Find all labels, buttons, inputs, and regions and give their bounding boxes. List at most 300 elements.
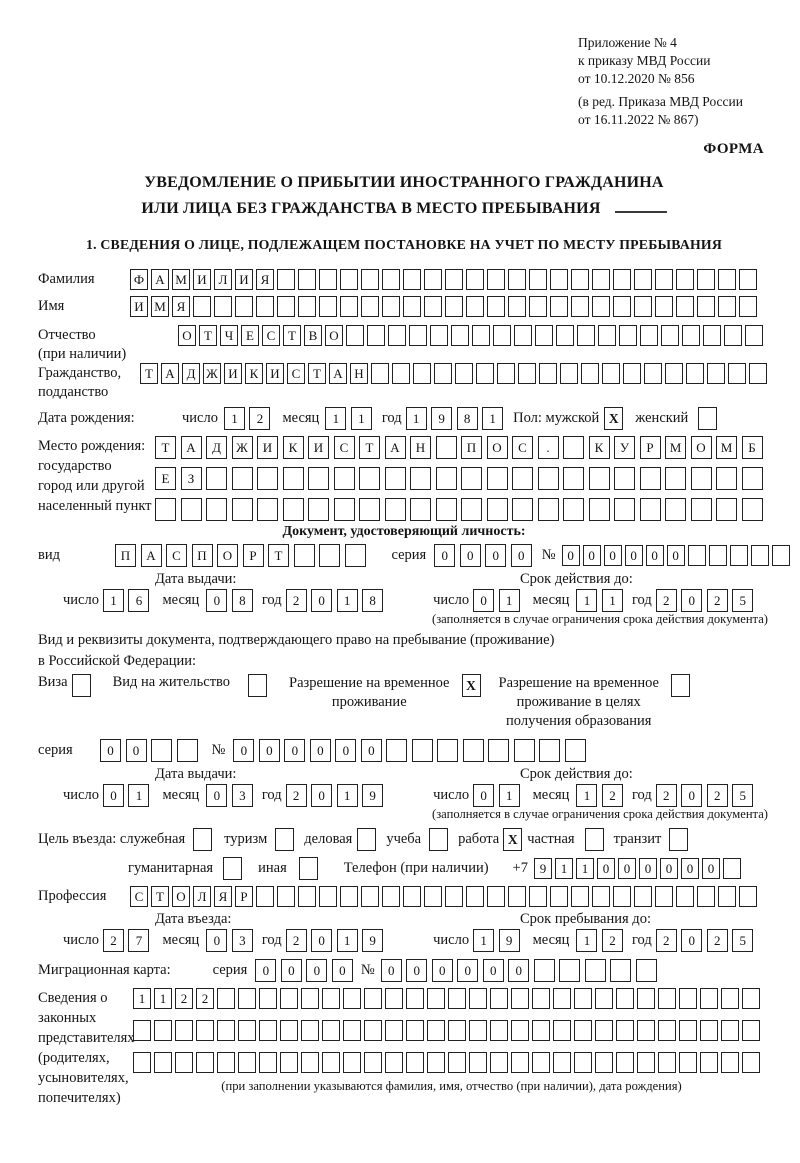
id-doc-type-box[interactable]: А: [141, 544, 162, 567]
given-name-box[interactable]: [676, 296, 694, 317]
id-doc-type-box[interactable]: С: [166, 544, 187, 567]
permit-issue-month-box[interactable]: 0: [206, 784, 227, 807]
profession-box[interactable]: [529, 886, 547, 907]
permit-issue-year-box[interactable]: 1: [337, 784, 358, 807]
patronymic-box[interactable]: [745, 325, 763, 346]
patronymic-box[interactable]: Ч: [220, 325, 238, 346]
birth-day-box[interactable]: 2: [249, 407, 270, 430]
birthplace-line1-box[interactable]: С: [334, 436, 355, 459]
purpose-official-checkbox[interactable]: [193, 828, 212, 851]
profession-box[interactable]: [718, 886, 736, 907]
patronymic-box[interactable]: [430, 325, 448, 346]
patronymic-box[interactable]: Т: [283, 325, 301, 346]
birthplace-line3-box[interactable]: [283, 498, 304, 521]
permit-issue-day-box[interactable]: 0: [103, 784, 124, 807]
surname-box[interactable]: [340, 269, 358, 290]
birthplace-line1-box[interactable]: [436, 436, 457, 459]
representatives-line3-box[interactable]: [175, 1052, 193, 1073]
gender-female-checkbox[interactable]: [698, 407, 717, 430]
citizenship-box[interactable]: [644, 363, 662, 384]
permit-number-box[interactable]: [386, 739, 407, 762]
representatives-line3-box[interactable]: [448, 1052, 466, 1073]
permit-series-box[interactable]: 0: [126, 739, 147, 762]
migration-card-number-box[interactable]: 0: [432, 959, 453, 982]
stay-until-year-box[interactable]: 2: [707, 929, 728, 952]
representatives-line3-box[interactable]: [490, 1052, 508, 1073]
representatives-line1-box[interactable]: [721, 988, 739, 1009]
permit-number-box[interactable]: [565, 739, 586, 762]
representatives-line3-box[interactable]: [469, 1052, 487, 1073]
birthplace-line1-box[interactable]: И: [308, 436, 329, 459]
representatives-line1-box[interactable]: [532, 988, 550, 1009]
representatives-line2-box[interactable]: [364, 1020, 382, 1041]
given-name-box[interactable]: [340, 296, 358, 317]
surname-box[interactable]: [718, 269, 736, 290]
given-name-box[interactable]: [718, 296, 736, 317]
profession-box[interactable]: Р: [235, 886, 253, 907]
birthplace-line3-box[interactable]: [742, 498, 763, 521]
profession-box[interactable]: [382, 886, 400, 907]
permit-number-box[interactable]: 0: [361, 739, 382, 762]
purpose-work-checkbox[interactable]: X: [503, 828, 522, 851]
profession-box[interactable]: [655, 886, 673, 907]
migration-card-number-box[interactable]: [610, 959, 631, 982]
representatives-line3-box[interactable]: [700, 1052, 718, 1073]
representatives-line3-box[interactable]: [322, 1052, 340, 1073]
representatives-line3-box[interactable]: [259, 1052, 277, 1073]
patronymic-box[interactable]: [472, 325, 490, 346]
birthplace-line1-box[interactable]: П: [461, 436, 482, 459]
birthplace-line1-box[interactable]: М: [665, 436, 686, 459]
representatives-line2-box[interactable]: [406, 1020, 424, 1041]
migration-card-series-box[interactable]: 0: [281, 959, 302, 982]
purpose-transit-checkbox[interactable]: [669, 828, 688, 851]
surname-box[interactable]: [319, 269, 337, 290]
profession-box[interactable]: [739, 886, 757, 907]
representatives-line2-box[interactable]: [469, 1020, 487, 1041]
representatives-line1-box[interactable]: [574, 988, 592, 1009]
phone-box[interactable]: 0: [639, 858, 657, 879]
permit-number-box[interactable]: 0: [335, 739, 356, 762]
surname-box[interactable]: [382, 269, 400, 290]
surname-box[interactable]: [361, 269, 379, 290]
birth-year-box[interactable]: 9: [431, 407, 452, 430]
id-issue-month-box[interactable]: 0: [206, 589, 227, 612]
migration-card-number-box[interactable]: 0: [406, 959, 427, 982]
representatives-line1-box[interactable]: 2: [175, 988, 193, 1009]
representatives-line3-box[interactable]: [133, 1052, 151, 1073]
representatives-line3-box[interactable]: [574, 1052, 592, 1073]
birthplace-line2-box[interactable]: З: [181, 467, 202, 490]
representatives-line2-box[interactable]: [637, 1020, 655, 1041]
birthplace-line1-box[interactable]: К: [283, 436, 304, 459]
permit-valid-month-box[interactable]: 1: [576, 784, 597, 807]
phone-box[interactable]: 0: [681, 858, 699, 879]
representatives-line2-box[interactable]: [322, 1020, 340, 1041]
representatives-line1-box[interactable]: [448, 988, 466, 1009]
entry-year-box[interactable]: 9: [362, 929, 383, 952]
purpose-tourism-checkbox[interactable]: [275, 828, 294, 851]
permit-number-box[interactable]: [463, 739, 484, 762]
representatives-line3-box[interactable]: [154, 1052, 172, 1073]
representatives-line3-box[interactable]: [385, 1052, 403, 1073]
citizenship-box[interactable]: [371, 363, 389, 384]
birthplace-line3-box[interactable]: [640, 498, 661, 521]
citizenship-box[interactable]: [665, 363, 683, 384]
migration-card-number-box[interactable]: [559, 959, 580, 982]
birthplace-line3-box[interactable]: [487, 498, 508, 521]
representatives-line2-box[interactable]: [700, 1020, 718, 1041]
id-doc-number-box[interactable]: 0: [667, 545, 685, 566]
representatives-line1-box[interactable]: [217, 988, 235, 1009]
representatives-line1-box[interactable]: [259, 988, 277, 1009]
purpose-other-checkbox[interactable]: [299, 857, 318, 880]
representatives-line3-box[interactable]: [280, 1052, 298, 1073]
representatives-line3-box[interactable]: [616, 1052, 634, 1073]
profession-box[interactable]: [550, 886, 568, 907]
patronymic-box[interactable]: [619, 325, 637, 346]
representatives-line2-box[interactable]: [385, 1020, 403, 1041]
id-doc-type-box[interactable]: [319, 544, 340, 567]
representatives-line3-box[interactable]: [301, 1052, 319, 1073]
id-doc-number-box[interactable]: 0: [604, 545, 622, 566]
right-visa-checkbox[interactable]: [72, 674, 91, 697]
given-name-box[interactable]: [193, 296, 211, 317]
representatives-line1-box[interactable]: [511, 988, 529, 1009]
representatives-line2-box[interactable]: [238, 1020, 256, 1041]
representatives-line3-box[interactable]: [427, 1052, 445, 1073]
permit-series-box[interactable]: [151, 739, 172, 762]
birthplace-line1-box[interactable]: А: [181, 436, 202, 459]
id-doc-number-box[interactable]: [688, 545, 706, 566]
phone-box[interactable]: 0: [618, 858, 636, 879]
birthplace-line1-box[interactable]: К: [589, 436, 610, 459]
birthplace-line3-box[interactable]: [691, 498, 712, 521]
representatives-line1-box[interactable]: [637, 988, 655, 1009]
birthplace-line1-box[interactable]: Д: [206, 436, 227, 459]
citizenship-box[interactable]: [560, 363, 578, 384]
purpose-business-checkbox[interactable]: [357, 828, 376, 851]
citizenship-box[interactable]: К: [245, 363, 263, 384]
birthplace-line3-box[interactable]: [538, 498, 559, 521]
surname-box[interactable]: [403, 269, 421, 290]
birthplace-line3-box[interactable]: [665, 498, 686, 521]
representatives-line2-box[interactable]: [280, 1020, 298, 1041]
birthplace-line2-box[interactable]: [665, 467, 686, 490]
citizenship-box[interactable]: Т: [140, 363, 158, 384]
permit-valid-year-box[interactable]: 5: [732, 784, 753, 807]
representatives-line2-box[interactable]: [427, 1020, 445, 1041]
representatives-line2-box[interactable]: [658, 1020, 676, 1041]
birthplace-line2-box[interactable]: [563, 467, 584, 490]
permit-issue-year-box[interactable]: 0: [311, 784, 332, 807]
id-valid-year-box[interactable]: 2: [656, 589, 677, 612]
given-name-box[interactable]: [508, 296, 526, 317]
birthplace-line2-box[interactable]: [589, 467, 610, 490]
given-name-box[interactable]: [403, 296, 421, 317]
birthplace-line1-box[interactable]: У: [614, 436, 635, 459]
representatives-line1-box[interactable]: [679, 988, 697, 1009]
given-name-box[interactable]: [319, 296, 337, 317]
migration-card-number-box[interactable]: [534, 959, 555, 982]
id-valid-month-box[interactable]: 1: [576, 589, 597, 612]
patronymic-box[interactable]: С: [262, 325, 280, 346]
birthplace-line1-box[interactable]: Ж: [232, 436, 253, 459]
citizenship-box[interactable]: [413, 363, 431, 384]
id-valid-day-box[interactable]: 1: [499, 589, 520, 612]
patronymic-box[interactable]: [640, 325, 658, 346]
birthplace-line2-box[interactable]: [334, 467, 355, 490]
representatives-line2-box[interactable]: [574, 1020, 592, 1041]
phone-box[interactable]: 1: [555, 858, 573, 879]
representatives-line2-box[interactable]: [259, 1020, 277, 1041]
representatives-line1-box[interactable]: 1: [154, 988, 172, 1009]
citizenship-box[interactable]: А: [161, 363, 179, 384]
given-name-box[interactable]: [634, 296, 652, 317]
citizenship-box[interactable]: [728, 363, 746, 384]
migration-card-series-box[interactable]: 0: [306, 959, 327, 982]
representatives-line3-box[interactable]: [217, 1052, 235, 1073]
profession-box[interactable]: [508, 886, 526, 907]
patronymic-box[interactable]: В: [304, 325, 322, 346]
id-issue-year-box[interactable]: 0: [311, 589, 332, 612]
entry-day-box[interactable]: 7: [128, 929, 149, 952]
id-doc-number-box[interactable]: [730, 545, 748, 566]
purpose-study-checkbox[interactable]: [429, 828, 448, 851]
birthplace-line3-box[interactable]: [155, 498, 176, 521]
representatives-line2-box[interactable]: [343, 1020, 361, 1041]
birthplace-line3-box[interactable]: [308, 498, 329, 521]
permit-number-box[interactable]: [539, 739, 560, 762]
phone-box[interactable]: 1: [576, 858, 594, 879]
profession-box[interactable]: [424, 886, 442, 907]
profession-box[interactable]: [613, 886, 631, 907]
representatives-line2-box[interactable]: [301, 1020, 319, 1041]
surname-box[interactable]: Л: [214, 269, 232, 290]
given-name-box[interactable]: [298, 296, 316, 317]
representatives-line1-box[interactable]: [742, 988, 760, 1009]
surname-box[interactable]: [508, 269, 526, 290]
birthplace-line1-box[interactable]: И: [257, 436, 278, 459]
right-temp-residence-checkbox[interactable]: X: [462, 674, 481, 697]
id-doc-number-box[interactable]: 0: [583, 545, 601, 566]
representatives-line2-box[interactable]: [217, 1020, 235, 1041]
stay-until-month-box[interactable]: 1: [576, 929, 597, 952]
surname-box[interactable]: [592, 269, 610, 290]
birthplace-line3-box[interactable]: [206, 498, 227, 521]
permit-number-box[interactable]: 0: [284, 739, 305, 762]
profession-box[interactable]: [277, 886, 295, 907]
phone-box[interactable]: [723, 858, 741, 879]
birthplace-line2-box[interactable]: [461, 467, 482, 490]
birth-month-box[interactable]: 1: [351, 407, 372, 430]
representatives-line2-box[interactable]: [595, 1020, 613, 1041]
birthplace-line1-box[interactable]: Т: [359, 436, 380, 459]
surname-box[interactable]: [571, 269, 589, 290]
birthplace-line2-box[interactable]: [691, 467, 712, 490]
given-name-box[interactable]: [424, 296, 442, 317]
profession-box[interactable]: О: [172, 886, 190, 907]
birthplace-line2-box[interactable]: [359, 467, 380, 490]
surname-box[interactable]: И: [235, 269, 253, 290]
given-name-box[interactable]: Я: [172, 296, 190, 317]
migration-card-series-box[interactable]: 0: [332, 959, 353, 982]
surname-box[interactable]: [550, 269, 568, 290]
given-name-box[interactable]: [655, 296, 673, 317]
citizenship-box[interactable]: [518, 363, 536, 384]
permit-valid-year-box[interactable]: 0: [681, 784, 702, 807]
migration-card-series-box[interactable]: 0: [255, 959, 276, 982]
citizenship-box[interactable]: [434, 363, 452, 384]
citizenship-box[interactable]: И: [224, 363, 242, 384]
birthplace-line3-box[interactable]: [359, 498, 380, 521]
given-name-box[interactable]: М: [151, 296, 169, 317]
surname-box[interactable]: [739, 269, 757, 290]
birthplace-line2-box[interactable]: [232, 467, 253, 490]
patronymic-box[interactable]: [556, 325, 574, 346]
purpose-humanitarian-checkbox[interactable]: [223, 857, 242, 880]
patronymic-box[interactable]: [598, 325, 616, 346]
representatives-line1-box[interactable]: [343, 988, 361, 1009]
gender-male-checkbox[interactable]: X: [604, 407, 623, 430]
stay-until-month-box[interactable]: 2: [602, 929, 623, 952]
representatives-line3-box[interactable]: [679, 1052, 697, 1073]
profession-box[interactable]: [634, 886, 652, 907]
birthplace-line1-box[interactable]: А: [385, 436, 406, 459]
birthplace-line3-box[interactable]: [436, 498, 457, 521]
phone-box[interactable]: 9: [534, 858, 552, 879]
purpose-private-checkbox[interactable]: [585, 828, 604, 851]
representatives-line1-box[interactable]: 2: [196, 988, 214, 1009]
citizenship-box[interactable]: [539, 363, 557, 384]
profession-box[interactable]: [298, 886, 316, 907]
id-doc-number-box[interactable]: [751, 545, 769, 566]
id-valid-year-box[interactable]: 2: [707, 589, 728, 612]
id-issue-day-box[interactable]: 1: [103, 589, 124, 612]
representatives-line1-box[interactable]: [700, 988, 718, 1009]
stay-until-day-box[interactable]: 1: [473, 929, 494, 952]
id-valid-year-box[interactable]: 5: [732, 589, 753, 612]
surname-box[interactable]: [655, 269, 673, 290]
surname-box[interactable]: [424, 269, 442, 290]
migration-card-number-box[interactable]: 0: [381, 959, 402, 982]
phone-box[interactable]: 0: [660, 858, 678, 879]
representatives-line1-box[interactable]: [238, 988, 256, 1009]
patronymic-box[interactable]: [661, 325, 679, 346]
id-doc-number-box[interactable]: [709, 545, 727, 566]
given-name-box[interactable]: [277, 296, 295, 317]
birthplace-line1-box[interactable]: [563, 436, 584, 459]
birth-year-box[interactable]: 1: [406, 407, 427, 430]
representatives-line1-box[interactable]: [490, 988, 508, 1009]
birthplace-line2-box[interactable]: [257, 467, 278, 490]
given-name-box[interactable]: [697, 296, 715, 317]
migration-card-number-box[interactable]: [636, 959, 657, 982]
birth-year-box[interactable]: 1: [482, 407, 503, 430]
representatives-line3-box[interactable]: [406, 1052, 424, 1073]
citizenship-box[interactable]: С: [287, 363, 305, 384]
patronymic-box[interactable]: [703, 325, 721, 346]
birthplace-line2-box[interactable]: [206, 467, 227, 490]
permit-series-box[interactable]: [177, 739, 198, 762]
id-doc-series-box[interactable]: 0: [485, 544, 506, 567]
representatives-line1-box[interactable]: [280, 988, 298, 1009]
surname-box[interactable]: [529, 269, 547, 290]
representatives-line2-box[interactable]: [133, 1020, 151, 1041]
representatives-line3-box[interactable]: [343, 1052, 361, 1073]
representatives-line2-box[interactable]: [448, 1020, 466, 1041]
given-name-box[interactable]: [466, 296, 484, 317]
stay-until-year-box[interactable]: 5: [732, 929, 753, 952]
representatives-line1-box[interactable]: [469, 988, 487, 1009]
citizenship-box[interactable]: [749, 363, 767, 384]
birthplace-line2-box[interactable]: [487, 467, 508, 490]
representatives-line1-box[interactable]: [364, 988, 382, 1009]
given-name-box[interactable]: [445, 296, 463, 317]
birthplace-line3-box[interactable]: [716, 498, 737, 521]
phone-box[interactable]: 0: [597, 858, 615, 879]
surname-box[interactable]: А: [151, 269, 169, 290]
id-issue-year-box[interactable]: 2: [286, 589, 307, 612]
patronymic-box[interactable]: [451, 325, 469, 346]
id-doc-type-box[interactable]: О: [217, 544, 238, 567]
profession-box[interactable]: [697, 886, 715, 907]
birth-day-box[interactable]: 1: [224, 407, 245, 430]
citizenship-box[interactable]: И: [266, 363, 284, 384]
birthplace-line3-box[interactable]: [563, 498, 584, 521]
id-doc-type-box[interactable]: П: [115, 544, 136, 567]
birthplace-line2-box[interactable]: [716, 467, 737, 490]
given-name-box[interactable]: И: [130, 296, 148, 317]
surname-box[interactable]: [277, 269, 295, 290]
representatives-line3-box[interactable]: [364, 1052, 382, 1073]
representatives-line2-box[interactable]: [490, 1020, 508, 1041]
citizenship-box[interactable]: [392, 363, 410, 384]
birthplace-line1-box[interactable]: Т: [155, 436, 176, 459]
birthplace-line3-box[interactable]: [257, 498, 278, 521]
permit-issue-year-box[interactable]: 9: [362, 784, 383, 807]
birthplace-line2-box[interactable]: [640, 467, 661, 490]
surname-box[interactable]: [466, 269, 484, 290]
representatives-line1-box[interactable]: [658, 988, 676, 1009]
migration-card-number-box[interactable]: 0: [483, 959, 504, 982]
given-name-box[interactable]: [235, 296, 253, 317]
birthplace-line3-box[interactable]: [385, 498, 406, 521]
phone-box[interactable]: 0: [702, 858, 720, 879]
patronymic-box[interactable]: О: [325, 325, 343, 346]
citizenship-box[interactable]: [623, 363, 641, 384]
citizenship-box[interactable]: Н: [350, 363, 368, 384]
birthplace-line3-box[interactable]: [589, 498, 610, 521]
stay-until-year-box[interactable]: 2: [656, 929, 677, 952]
profession-box[interactable]: [487, 886, 505, 907]
birthplace-line1-box[interactable]: С: [512, 436, 533, 459]
surname-box[interactable]: [634, 269, 652, 290]
birth-month-box[interactable]: 1: [325, 407, 346, 430]
id-valid-day-box[interactable]: 0: [473, 589, 494, 612]
permit-number-box[interactable]: 0: [233, 739, 254, 762]
birthplace-line2-box[interactable]: [538, 467, 559, 490]
id-doc-type-box[interactable]: Т: [268, 544, 289, 567]
surname-box[interactable]: Ф: [130, 269, 148, 290]
birthplace-line3-box[interactable]: [614, 498, 635, 521]
birthplace-line2-box[interactable]: [614, 467, 635, 490]
citizenship-box[interactable]: [707, 363, 725, 384]
profession-box[interactable]: [256, 886, 274, 907]
stay-until-year-box[interactable]: 0: [681, 929, 702, 952]
profession-box[interactable]: Я: [214, 886, 232, 907]
representatives-line2-box[interactable]: [175, 1020, 193, 1041]
